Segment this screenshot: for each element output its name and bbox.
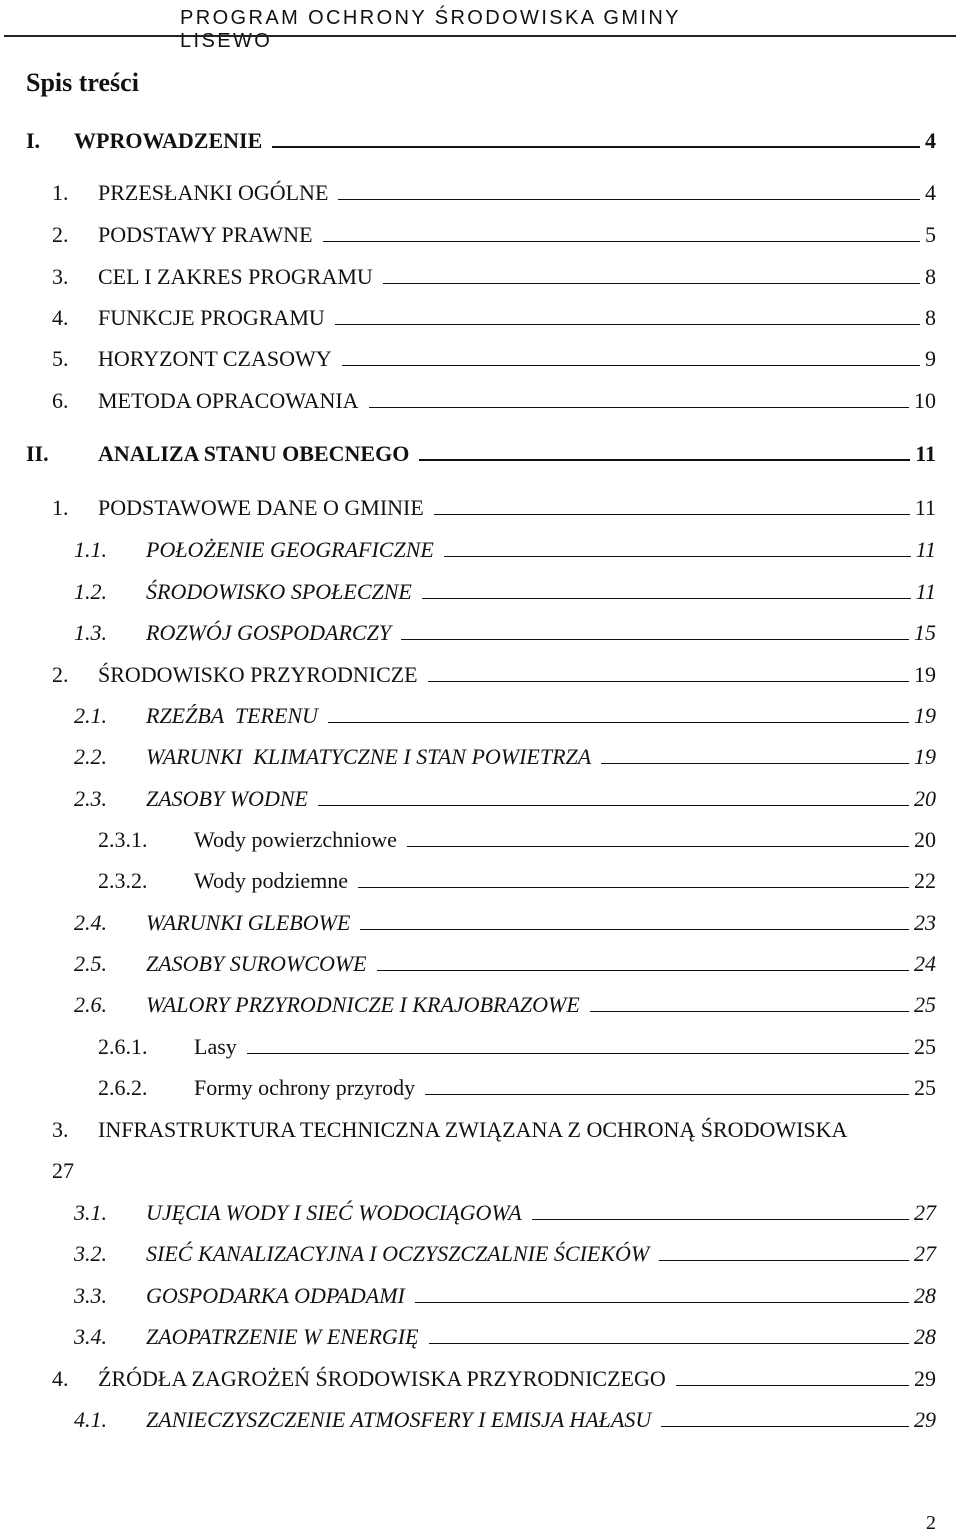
toc-entry[interactable] — [74, 908, 936, 938]
toc-entry-number: 2.4. — [74, 910, 107, 935]
toc-entry[interactable] — [74, 1198, 936, 1228]
dot-leader — [429, 1343, 909, 1344]
toc-entry[interactable] — [74, 577, 936, 607]
toc-entry-page: 28 — [914, 1324, 936, 1349]
toc-entry[interactable] — [74, 701, 936, 731]
toc-entry-number: 3. — [52, 1117, 69, 1142]
dot-leader — [338, 199, 920, 200]
dot-leader — [401, 639, 909, 640]
dot-leader — [342, 365, 920, 366]
toc-entry[interactable] — [52, 493, 936, 523]
toc-entry-page: 8 — [925, 305, 936, 330]
toc-entry-title: RZEŹBA TERENU — [146, 703, 318, 728]
toc-entry[interactable] — [52, 178, 936, 208]
toc-entry-number: 1.2. — [74, 579, 107, 604]
toc-entry-title: GOSPODARKA ODPADAMI — [146, 1283, 405, 1308]
toc-entry[interactable] — [98, 825, 936, 855]
toc-entry-number: 2. — [52, 662, 69, 687]
dot-leader — [444, 556, 911, 557]
toc-entry-title: ŚRODOWISKO SPOŁECZNE — [146, 579, 412, 604]
toc-entry-number: 1. — [52, 180, 69, 205]
toc-heading: Spis treści — [26, 68, 139, 97]
toc-entry[interactable] — [74, 1405, 936, 1435]
dot-leader — [407, 846, 909, 847]
toc-entry-page: 28 — [914, 1283, 936, 1308]
toc-entry-title: PRZESŁANKI OGÓLNE — [98, 180, 329, 205]
toc-entry-page: 11 — [915, 537, 936, 562]
toc-entry-number: 4. — [52, 305, 69, 330]
toc-entry-title: ŹRÓDŁA ZAGROŻEŃ ŚRODOWISKA PRZYRODNICZEGO — [98, 1366, 666, 1391]
dot-leader — [590, 1011, 909, 1012]
dot-leader — [415, 1302, 909, 1303]
toc-entry-number: 2.3.2. — [98, 868, 148, 893]
toc-entry-page: 29 — [914, 1366, 936, 1391]
toc-entry-title: INFRASTRUKTURA TECHNICZNA ZWIĄZANA Z OCHRONĄ ŚRODOWISKA — [98, 1117, 848, 1142]
dot-leader — [661, 1426, 909, 1427]
toc-entry-page: 19 — [914, 744, 936, 769]
toc-entry-number: 3.3. — [74, 1283, 107, 1308]
document-title: PROGRAM OCHRONY ŚRODOWISKA GMINY LISEWO — [180, 7, 681, 52]
toc-entry-page: 10 — [914, 388, 936, 413]
toc-entry-number: 2.6.2. — [98, 1075, 148, 1100]
dot-leader — [247, 1053, 909, 1054]
toc-entry[interactable] — [52, 344, 936, 374]
dot-leader — [434, 514, 910, 515]
dot-leader — [328, 722, 909, 723]
toc-entry-number: 2.2. — [74, 744, 107, 769]
toc-entry[interactable] — [74, 535, 936, 565]
toc-entry-title: ROZWÓJ GOSPODARCZY — [146, 620, 392, 645]
dot-leader — [601, 763, 909, 764]
toc-entry-title: CEL I ZAKRES PROGRAMU — [98, 264, 373, 289]
toc-entry-title: WARUNKI KLIMATYCZNE I STAN POWIETRZA — [146, 744, 592, 769]
toc-entry-number: II. — [26, 441, 49, 466]
toc-entry[interactable] — [74, 742, 936, 772]
toc-entry-page: 19 — [914, 662, 936, 687]
toc-entry-page: 4 — [925, 180, 936, 205]
toc-entry-number: 1.3. — [74, 620, 107, 645]
dot-leader — [676, 1385, 909, 1386]
header-rule — [4, 35, 956, 37]
toc-entry[interactable] — [74, 618, 936, 648]
toc-entry-number: 2.6.1. — [98, 1034, 148, 1059]
toc-entry-number: 3.1. — [74, 1200, 107, 1225]
toc-entry-title: WALORY PRZYRODNICZE I KRAJOBRAZOWE — [146, 992, 580, 1017]
toc-entry-title: PODSTAWOWE DANE O GMINIE — [98, 495, 424, 520]
toc-entry[interactable] — [52, 1115, 932, 1183]
dot-leader — [419, 459, 910, 461]
toc-entry-title: PODSTAWY PRAWNE — [98, 222, 313, 247]
toc-entry-title: HORYZONT CZASOWY — [98, 346, 332, 371]
toc-entry-number: 5. — [52, 346, 69, 371]
toc-entry-title: ZANIECZYSZCZENIE ATMOSFERY I EMISJA HAŁASU — [146, 1407, 652, 1432]
toc-entry[interactable] — [52, 1364, 936, 1394]
toc-entry-page: 27 — [914, 1241, 936, 1266]
dot-leader — [383, 283, 920, 284]
toc-entry[interactable] — [74, 1281, 936, 1311]
toc-entry-title: ŚRODOWISKO PRZYRODNICZE — [98, 662, 418, 687]
toc-entry-page: 11 — [915, 579, 936, 604]
toc-entry-title: WPROWADZENIE — [74, 128, 263, 153]
toc-entry-title: Formy ochrony przyrody — [194, 1075, 416, 1100]
toc-entry-page: 19 — [914, 703, 936, 728]
toc-entry-title: POŁOŻENIE GEOGRAFICZNE — [146, 537, 434, 562]
toc-entry-number: 6. — [52, 388, 69, 413]
toc-entry-page: 22 — [914, 868, 936, 893]
toc-entry-page: 29 — [914, 1407, 936, 1432]
toc-entry[interactable] — [26, 126, 936, 156]
toc-entry[interactable] — [52, 660, 936, 690]
toc-entry-number: 3.4. — [74, 1324, 107, 1349]
toc-entry-page: 9 — [925, 346, 936, 371]
toc-entry-page: 15 — [914, 620, 936, 645]
dot-leader — [335, 324, 920, 325]
toc-entry-number: 1. — [52, 495, 69, 520]
toc-entry-number: 2.6. — [74, 992, 107, 1017]
toc-entry-title: ZASOBY SUROWCOWE — [146, 951, 367, 976]
toc-entry-title: ANALIZA STANU OBECNEGO — [98, 441, 410, 466]
dot-leader — [360, 929, 909, 930]
toc-entry-page: 20 — [914, 786, 936, 811]
toc-entry-number: 1.1. — [74, 537, 107, 562]
toc-entry-number: 2.3.1. — [98, 827, 148, 852]
toc-entry[interactable] — [74, 1239, 936, 1269]
toc-entry-page: 20 — [914, 827, 936, 852]
toc-entry-title: Lasy — [194, 1034, 237, 1059]
dot-leader — [377, 970, 909, 971]
toc-entry-number: 2.3. — [74, 786, 107, 811]
dot-leader — [532, 1219, 909, 1220]
dot-leader — [358, 887, 909, 888]
toc-entry-title: METODA OPRACOWANIA — [98, 388, 359, 413]
toc-entry-number: 3. — [52, 264, 69, 289]
toc-entry-number: 2. — [52, 222, 69, 247]
toc-entry[interactable] — [74, 949, 936, 979]
dot-leader — [428, 681, 909, 682]
dot-leader — [422, 598, 911, 599]
toc-entry-title: ZAOPATRZENIE W ENERGIĘ — [146, 1324, 419, 1349]
toc-entry[interactable] — [74, 990, 936, 1020]
toc-entry-page: 4 — [925, 128, 936, 153]
toc-entry[interactable] — [98, 1073, 936, 1103]
dot-leader — [318, 805, 909, 806]
toc-entry-page: 23 — [914, 910, 936, 935]
toc-entry[interactable] — [52, 386, 936, 416]
toc-entry-number: 2.1. — [74, 703, 107, 728]
toc-entry-number: 3.2. — [74, 1241, 107, 1266]
toc-entry[interactable] — [74, 1322, 936, 1352]
toc-entry-number: 2.5. — [74, 951, 107, 976]
dot-leader — [323, 241, 920, 242]
dot-leader — [369, 407, 909, 408]
dot-leader — [272, 146, 920, 148]
page-number: 2 — [926, 1512, 936, 1534]
toc-entry-title: Wody powierzchniowe — [194, 827, 397, 852]
toc-entry-page: 27 — [52, 1158, 74, 1183]
dot-leader — [425, 1094, 909, 1095]
toc-entry[interactable] — [74, 784, 936, 814]
toc-entry-page: 8 — [925, 264, 936, 289]
toc-entry[interactable] — [98, 866, 936, 896]
toc-entry[interactable] — [52, 303, 936, 333]
toc-entry-page: 25 — [914, 1034, 936, 1059]
toc-entry-title: SIEĆ KANALIZACYJNA I OCZYSZCZALNIE ŚCIEKÓW — [146, 1241, 650, 1266]
toc-entry-number: I. — [26, 128, 41, 153]
running-header — [0, 0, 960, 52]
dot-leader — [659, 1260, 909, 1261]
toc-entry-page: 25 — [914, 992, 936, 1017]
toc-entry-page: 5 — [925, 222, 936, 247]
toc-entry-page: 24 — [914, 951, 936, 976]
toc-entry[interactable] — [26, 439, 936, 469]
toc-entry-page: 25 — [914, 1075, 936, 1100]
toc-entry[interactable] — [52, 220, 936, 250]
toc-entry-title: ZASOBY WODNE — [146, 786, 308, 811]
toc-entry-page: 11 — [914, 495, 936, 520]
toc-entry[interactable] — [52, 262, 936, 292]
toc-entry-title: UJĘCIA WODY I SIEĆ WODOCIĄGOWA — [146, 1200, 522, 1225]
toc-entry-title: WARUNKI GLEBOWE — [146, 910, 351, 935]
toc-entry-page: 11 — [915, 441, 936, 466]
toc-entry-title: Wody podziemne — [194, 868, 349, 893]
toc-entry-title: FUNKCJE PROGRAMU — [98, 305, 325, 330]
toc-entry-number: 4.1. — [74, 1407, 107, 1432]
toc-entry[interactable] — [98, 1032, 936, 1062]
toc-entry-number: 4. — [52, 1366, 69, 1391]
toc-entry-page: 27 — [914, 1200, 936, 1225]
